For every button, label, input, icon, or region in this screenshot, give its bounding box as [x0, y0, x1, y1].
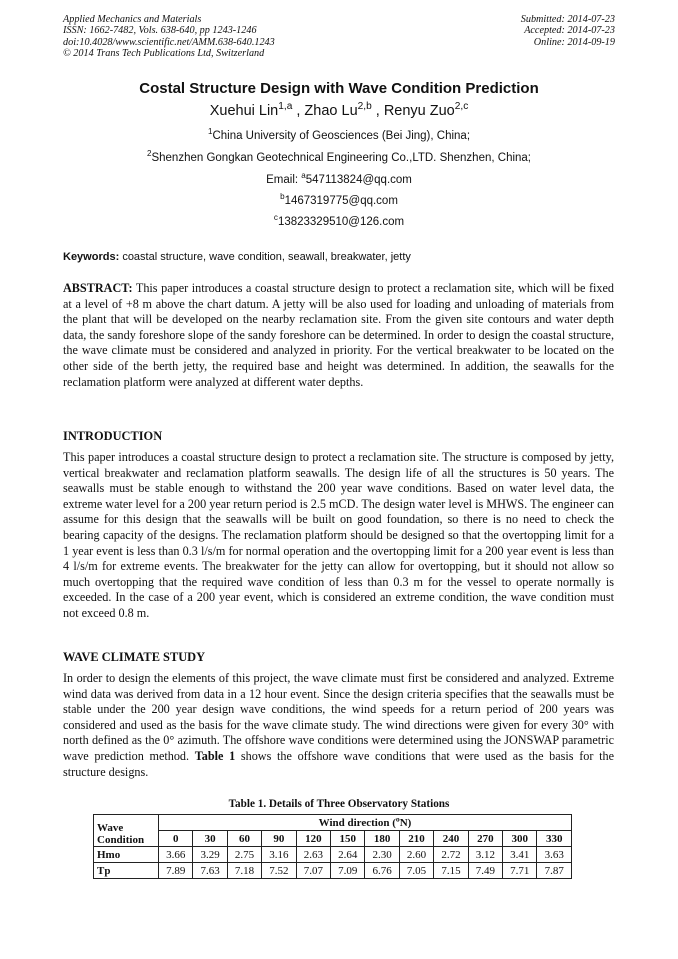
value-cell: 3.41 — [503, 847, 537, 863]
author-separator: , — [292, 103, 305, 119]
value-cell: 3.12 — [468, 847, 502, 863]
author-separator: , — [371, 103, 384, 119]
direction-cell: 300 — [503, 831, 537, 847]
email-address[interactable]: 13823329510@126.com — [277, 216, 405, 228]
value-cell: 7.15 — [434, 863, 468, 879]
value-cell: 2.64 — [331, 847, 365, 863]
table-row — [94, 847, 572, 863]
accepted-date: Accepted: 2014-07-23 — [524, 25, 615, 37]
section-heading: WAVE CLIMATE STUDY — [63, 650, 206, 664]
email-line — [0, 171, 678, 186]
wave-text: In order to design the elements of this project, the wave climate must first be considered and analyzed. Extreme wind data was derived from data in a 12 hour event. Since the design criteria specifies that the seawalls must be stable under the 200 year design wave conditions, the wind speeds for a return period of 200 years was considered and used as the basis for the wave climate study. The wind directions were given for every 30° with north defined as the 0° azimuth. The offshore wave conditions were determined using the JONSWAP parametric wave prediction method. — [63, 671, 614, 763]
wave-condition-header: Wave Condition — [94, 815, 159, 847]
value-cell: 3.16 — [262, 847, 296, 863]
journal-name: Applied Mechanics and Materials — [63, 14, 202, 25]
wave-paragraph — [63, 671, 614, 780]
email-line — [0, 192, 678, 207]
doi: doi:10.4028/www.scientific.net/AMM.638-640.1243 — [63, 36, 275, 48]
value-cell: 6.76 — [365, 863, 399, 879]
intro-paragraph: This paper introduces a coastal structure design to protect a reclamation site. The structure is composed by jetty, vertical breakwater and reclamation platform seawalls. The design life of all the structures is 50 years. The seawalls must be stable enough to withstand the 200 year wave conditions. Based on water level data, the extreme water level for a 200 year return period is 2.5 mCD. The design water level is MHWS. The engineer can assume for this design that the seawalls will be built on good foundation, so there is no need to check the bearing capacity of the designs. The reclamation platform should be designed so that the overtopping limit for a 1 year event is less than 0.3 l/s/m for normal operation and the overtopping limit for a 200 year event is less than 4 l/s/m for extreme events. The breakwater for the jetty can allow for overtopping, but it should not allow so much overtopping that the required wave condition of less than 0.3 m for the vessel to operate normally is exceeded. In the case of a 200 year event, which is considered an extreme condition, the wave condition must not exceed 0.8 m. — [63, 450, 614, 620]
affiliation-text: China University of Geosciences (Bei Jing), China; — [212, 130, 471, 142]
direction-cell: 330 — [537, 831, 572, 847]
wave-text: shows the offshore wave conditions that were used as the basis for the structure designs. — [63, 748, 614, 779]
affiliation-text: Shenzhen Gongkan Geotechnical Engineering Co.,LTD. Shenzhen, China; — [151, 152, 532, 164]
direction-cell: 270 — [468, 831, 502, 847]
section-heading: INTRODUCTION — [63, 429, 163, 443]
direction-cell: 120 — [296, 831, 330, 847]
affiliation-sup: 1 — [207, 127, 213, 137]
affiliation — [0, 127, 678, 142]
value-cell: 2.30 — [365, 847, 399, 863]
table-header-row — [94, 815, 572, 831]
author-name: Xuehui Lin — [209, 103, 279, 119]
keywords — [63, 251, 411, 263]
value-cell: 3.66 — [159, 847, 193, 863]
abstract-text: This paper introduces a coastal structure design to protect a reclamation site, which will be fixed at a level of +8 m above the chart datum. A jetty will be also used for loading and unloading of materials from the plant that will be developed on the nearby reclamation site. From the given site contours and water depth data, the sandy foreshore slope of the sandy foreshore can be determined. In order to design the coastal structure, the wave climate must be considered and analyzed in priority. For the vertical breakwater to be located on the other side of the berth jetty, the required base and height was determined. In addition, the seawalls for the reclamation platform were analyzed at different water depths. — [63, 281, 614, 389]
affiliation — [0, 149, 678, 164]
author-sup: 1,a — [278, 101, 293, 113]
copyright: © 2014 Trans Tech Publications Ltd, Switzerland — [63, 48, 265, 60]
email-label: Email: — [266, 174, 302, 186]
abstract — [63, 281, 614, 390]
table-reference[interactable]: Table 1 — [194, 748, 236, 763]
direction-cell: 60 — [227, 831, 261, 847]
value-cell: 7.49 — [468, 863, 502, 879]
table-row — [94, 863, 572, 879]
value-cell: 2.75 — [227, 847, 261, 863]
submitted-date: Submitted: 2014-07-23 — [520, 14, 615, 25]
keywords-label: Keywords: — [63, 251, 120, 263]
wind-direction-header: Wind direction ($^o$N) — [159, 815, 572, 831]
email-sup: b — [280, 192, 285, 202]
email-address[interactable]: 1467319775@qq.com — [284, 195, 398, 207]
affiliation-sup: 2 — [146, 149, 152, 159]
email-address[interactable]: 547113824@qq.com — [305, 174, 412, 186]
email-sup: a — [301, 171, 306, 181]
value-cell: 2.63 — [296, 847, 330, 863]
journal-header — [63, 14, 275, 60]
row-label: Tp — [94, 863, 159, 879]
value-cell: 7.87 — [537, 863, 572, 879]
row-label: Hmo — [94, 847, 159, 863]
abstract-label: ABSTRACT: — [63, 281, 133, 295]
author-name: Renyu Zuo — [383, 103, 455, 119]
value-cell: 7.71 — [503, 863, 537, 879]
wave-table — [93, 814, 572, 879]
direction-cell: 240 — [434, 831, 468, 847]
value-cell: 3.63 — [537, 847, 572, 863]
author-sup: 2,b — [357, 101, 372, 113]
issn: ISSN: 1662-7482, Vols. 638-640, pp 1243-1246 — [63, 25, 257, 37]
value-cell: 7.89 — [159, 863, 193, 879]
direction-cell: 210 — [399, 831, 433, 847]
value-cell: 2.60 — [399, 847, 433, 863]
direction-cell: 90 — [262, 831, 296, 847]
paper-title: Costal Structure Design with Wave Condition Prediction — [139, 80, 539, 97]
author-list — [0, 103, 678, 119]
online-date: Online: 2014-09-19 — [533, 36, 615, 48]
direction-row — [94, 831, 572, 847]
author-name: Zhao Lu — [304, 103, 358, 119]
value-cell: 7.05 — [399, 863, 433, 879]
email-line — [0, 213, 678, 228]
value-cell: 7.63 — [193, 863, 227, 879]
direction-cell: 30 — [193, 831, 227, 847]
direction-cell: 180 — [365, 831, 399, 847]
direction-cell: 0 — [159, 831, 193, 847]
value-cell: 3.29 — [193, 847, 227, 863]
dates-header — [521, 14, 615, 48]
value-cell: 7.09 — [331, 863, 365, 879]
value-cell: 7.07 — [296, 863, 330, 879]
value-cell: 2.72 — [434, 847, 468, 863]
table-caption: Table 1. Details of Three Observatory Stations — [228, 798, 450, 810]
value-cell: 7.52 — [262, 863, 296, 879]
email-sup: c — [273, 213, 278, 223]
value-cell: 7.18 — [227, 863, 261, 879]
author-sup: 2,c — [454, 101, 469, 113]
keywords-text: coastal structure, wave condition, seawall, breakwater, jetty — [122, 251, 411, 263]
direction-cell: 150 — [331, 831, 365, 847]
